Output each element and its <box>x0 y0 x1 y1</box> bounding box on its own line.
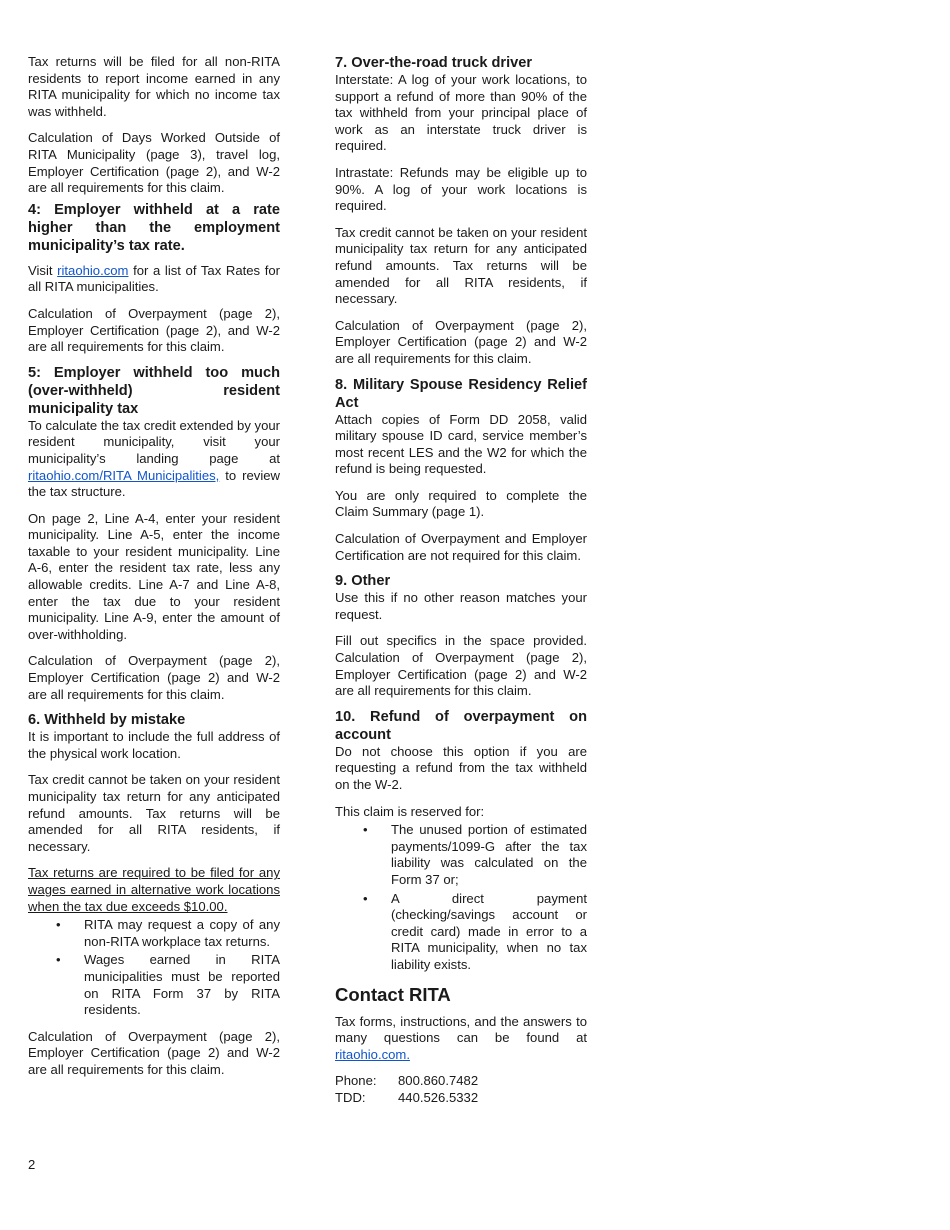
intro-paragraph-2: Calculation of Days Worked Outside of RITA Municipality (page 3), travel log, Employer Certification (page 2), and W-2 are all requirements for this claim. <box>28 130 280 196</box>
list-item: • RITA may request a copy of any non-RITA workplace tax returns. <box>84 917 280 950</box>
section-6-bullet-list <box>28 917 280 1019</box>
list-item: • A direct payment (checking/savings account or credit card) made in error to a RITA municipality, when no tax liability exists. <box>391 891 587 974</box>
tdd-label: TDD: <box>335 1089 366 1105</box>
section-5-requirements: Calculation of Overpayment (page 2), Employer Certification (page 2) and W-2 are all requirements for this claim. <box>28 653 280 702</box>
tdd-row <box>335 1090 587 1107</box>
section-4-visit-post: for a list of Tax Rates for all RITA municipalities. <box>28 262 281 295</box>
section-8-heading: 8. Military Spouse Residency Relief Act <box>335 376 587 411</box>
section-7-requirements: Calculation of Overpayment (page 2), Employer Certification (page 2) and W-2 are all requirements for this claim. <box>335 317 587 366</box>
section-4-heading: 4: Employer withheld at a rate higher than the employment municipality’s tax rate. <box>28 201 280 254</box>
tdd-value: 440.526.5332 <box>398 1089 479 1105</box>
section-8-paragraph-1: Attach copies of Form DD 2058, valid military spouse ID card, service member’s most recent LES and the W2 for which the refund is being requested. <box>335 411 587 477</box>
section-7-paragraph-2: Intrastate: Refunds may be eligible up to 90%. A log of your work locations is required. <box>335 164 587 214</box>
phone-value: 800.860.7482 <box>398 1073 479 1089</box>
section-7-paragraph-1: Interstate: A log of your work locations, to support a refund of more than 90% of the tax withheld from your principal place of work as an interstate truck driver is required. <box>335 72 587 154</box>
contact-ritaohio-link[interactable]: ritaohio.com. <box>335 1046 410 1062</box>
section-6-requirements: Calculation of Overpayment (page 2), Employer Certification (page 2) and W-2 are all requirements for this claim. <box>28 1028 280 1077</box>
rita-municipalities-link[interactable]: ritaohio.com/RITA Municipalities, <box>28 467 220 483</box>
section-6-paragraph-2: Tax credit cannot be taken on your resident municipality tax return for any anticipated refund amounts. Tax returns will be amended for all RITA residents, if necessary. <box>28 772 280 854</box>
section-10-heading: 10. Refund of overpayment on account <box>335 708 587 743</box>
section-5-p1-post: to review the tax structure. <box>28 467 280 500</box>
section-6-paragraph-1: It is important to include the full address of the physical work location. <box>28 729 280 761</box>
intro-paragraph-1: Tax returns will be filed for all non-RITA residents to report income earned in any RITA municipality for which no income tax was withheld. <box>28 54 280 119</box>
list-item: • Wages earned in RITA municipalities must be reported on RITA Form 37 by RITA residents. <box>84 952 280 1018</box>
page-number: 2 <box>28 1157 36 1172</box>
section-5-heading: 5: Employer withheld too much (over-withheld) resident municipality tax <box>28 364 280 417</box>
section-5-paragraph-2: On page 2, Line A-4, enter your resident municipality. Line A-5, enter the income taxable to your resident municipality. Line A-6, enter the resident tax rate, less any allowable credits. Line A-7 and Line A-8, enter the tax due to your resident municipality. Line A-9, enter the amount of over-withholding. <box>28 510 280 642</box>
section-8-paragraph-2: You are only required to complete the Claim Summary (page 1). <box>335 487 587 520</box>
contact-paragraph-pre: Tax forms, instructions, and the answers to many questions can be found at <box>335 1013 587 1046</box>
section-10-paragraph-1: Do not choose this option if you are requesting a refund from the tax withheld on the W-2. <box>335 743 587 792</box>
list-item: • The unused portion of estimated payments/1099-G after the tax liability was calculated on the Form 37 or; <box>391 822 587 888</box>
section-7-heading: 7. Over-the-road truck driver <box>335 55 533 71</box>
section-9-paragraph-1: Use this if no other reason matches your request. <box>335 590 587 622</box>
section-9-heading: 9. Other <box>335 573 391 590</box>
contact-heading: Contact RITA <box>335 983 451 1005</box>
section-6-heading: 6. Withheld by mistake <box>28 712 186 729</box>
contact-paragraph <box>335 1014 587 1064</box>
section-5-p1-pre: To calculate the tax credit extended by your resident municipality, visit your municipality’s landing page at <box>28 417 280 466</box>
left-column <box>28 54 280 1089</box>
section-8-paragraph-3: Calculation of Overpayment and Employer Certification are not required for this claim. <box>335 531 587 563</box>
phone-label: Phone: <box>335 1073 377 1089</box>
section-4-requirements: Calculation of Overpayment (page 2), Employer Certification (page 2), and W-2 are all requirements for this claim. <box>28 305 280 355</box>
section-4-visit <box>28 263 280 296</box>
section-6-underlined-note: Tax returns are required to be filed for any wages earned in alternative work locations when the tax due exceeds $10.00. <box>28 865 280 914</box>
section-5-paragraph-1 <box>28 418 280 501</box>
section-9-paragraph-2: Fill out specifics in the space provided. Calculation of Overpayment (page 2), Employer Certification (page 2) and W-2 are all requirements for this claim. <box>335 633 587 699</box>
ritaohio-link[interactable]: ritaohio.com <box>57 262 129 278</box>
phone-row <box>335 1073 587 1090</box>
right-column <box>335 54 587 1107</box>
section-10-bullet-list <box>335 822 587 973</box>
section-4-visit-pre: Visit <box>28 262 58 278</box>
section-7-paragraph-3: Tax credit cannot be taken on your resident municipality tax return for any anticipated refund amounts. Tax returns will be amended for all RITA residents, if necessary. <box>335 224 587 307</box>
section-10-paragraph-2: This claim is reserved for: <box>335 803 485 819</box>
